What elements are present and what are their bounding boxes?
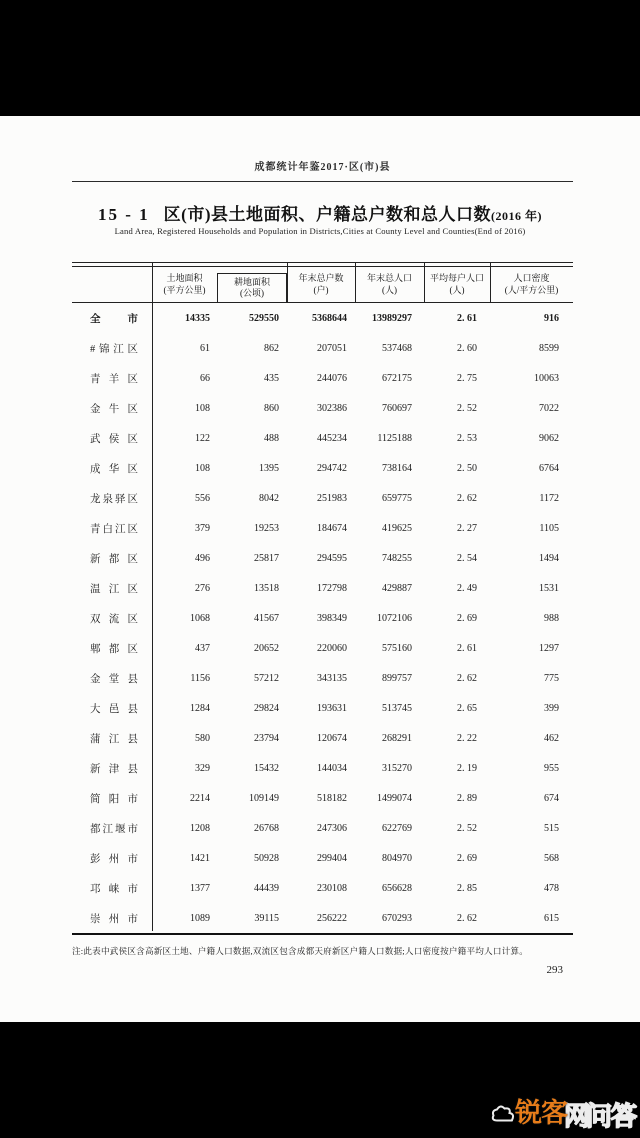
avg-per-household-value: 2. 62 bbox=[457, 672, 477, 684]
header-unit: (户) bbox=[313, 284, 329, 295]
households-value: 256222 bbox=[317, 912, 347, 924]
cultivated-area-value: 57212 bbox=[254, 672, 279, 684]
district-name: 青羊区 bbox=[90, 373, 138, 385]
header-title: 年末总户数 bbox=[298, 273, 344, 283]
cultivated-area-value: 41567 bbox=[254, 612, 279, 624]
district-name: 金牛区 bbox=[90, 403, 138, 415]
header-unit: (平方公里) bbox=[163, 284, 206, 295]
households-value: 230108 bbox=[317, 882, 347, 894]
population-value: 672175 bbox=[382, 372, 412, 384]
row-label-cell bbox=[72, 513, 152, 543]
density-value: 1531 bbox=[539, 582, 559, 594]
district-name: 温江区 bbox=[90, 583, 138, 595]
page-subtitle-english: Land Area, Registered Households and Population in Districts,Cities at County Level and Counties(End of 2016) bbox=[114, 226, 526, 236]
land-area-value: 108 bbox=[195, 462, 210, 474]
households-value: 193631 bbox=[317, 702, 347, 714]
land-area-value: 1156 bbox=[190, 672, 210, 684]
land-area-value: 1089 bbox=[190, 912, 210, 924]
row-label-cell bbox=[72, 843, 152, 873]
district-name: 都江堰市 bbox=[90, 823, 138, 835]
density-value: 955 bbox=[544, 762, 559, 774]
households-value: 220060 bbox=[317, 642, 347, 654]
row-label-cell bbox=[72, 813, 152, 843]
population-value: 419625 bbox=[382, 522, 412, 534]
households-value: 251983 bbox=[317, 492, 347, 504]
land-area-value: 14335 bbox=[185, 312, 210, 324]
header-title: 耕地面积 bbox=[233, 276, 270, 287]
cultivated-area-value: 23794 bbox=[254, 732, 279, 744]
households-value: 144034 bbox=[317, 762, 347, 774]
table-row bbox=[72, 693, 573, 723]
population-value: 513745 bbox=[382, 702, 412, 714]
cultivated-area-value: 860 bbox=[264, 402, 279, 414]
cultivated-area-value: 15432 bbox=[254, 762, 279, 774]
row-label-cell bbox=[72, 393, 152, 423]
density-value: 7022 bbox=[539, 402, 559, 414]
table-row bbox=[72, 543, 573, 573]
cultivated-area-value: 50928 bbox=[254, 852, 279, 864]
avg-per-household-value: 2. 19 bbox=[457, 762, 477, 774]
cultivated-area-value: 19253 bbox=[254, 522, 279, 534]
header-title: 人口密度 bbox=[513, 273, 550, 283]
cultivated-area-value: 862 bbox=[264, 342, 279, 354]
table-row bbox=[72, 303, 573, 333]
land-area-value: 1377 bbox=[190, 882, 210, 894]
table-row bbox=[72, 633, 573, 663]
table-row bbox=[72, 873, 573, 903]
population-value: 575160 bbox=[382, 642, 412, 654]
row-label-cell bbox=[72, 753, 152, 783]
header-divider bbox=[424, 263, 425, 302]
population-value: 748255 bbox=[382, 552, 412, 564]
row-label-cell bbox=[72, 543, 152, 573]
density-value: 1172 bbox=[539, 492, 559, 504]
header-cell-land-area bbox=[152, 263, 217, 302]
density-value: 674 bbox=[544, 792, 559, 804]
header-unit: (人) bbox=[449, 284, 465, 295]
row-label-cell bbox=[72, 363, 152, 393]
cultivated-area-value: 488 bbox=[264, 432, 279, 444]
table-row bbox=[72, 393, 573, 423]
district-name: 新津县 bbox=[90, 763, 138, 775]
row-label-cell bbox=[72, 303, 152, 333]
row-label-cell bbox=[72, 453, 152, 483]
households-value: 294595 bbox=[317, 552, 347, 564]
avg-per-household-value: 2. 52 bbox=[457, 402, 477, 414]
land-area-value: 556 bbox=[195, 492, 210, 504]
table-stub-divider bbox=[152, 262, 153, 931]
population-value: 13989297 bbox=[372, 312, 412, 324]
land-area-value: 108 bbox=[195, 402, 210, 414]
district-name: 邛崃市 bbox=[90, 883, 138, 895]
district-name: 成华区 bbox=[90, 463, 138, 475]
table-title-text: 区(市)县土地面积、户籍总户数和总人口数 bbox=[163, 205, 491, 224]
population-value: 899757 bbox=[382, 672, 412, 684]
cultivated-area-value: 13518 bbox=[254, 582, 279, 594]
households-value: 244076 bbox=[317, 372, 347, 384]
table-bottom-rule bbox=[72, 933, 573, 935]
district-name: 龙泉驿区 bbox=[90, 493, 138, 505]
watermark-overlay-text: 问答 bbox=[585, 1101, 636, 1131]
avg-per-household-value: 2. 49 bbox=[457, 582, 477, 594]
row-label-cell bbox=[72, 723, 152, 753]
watermark bbox=[491, 1088, 636, 1132]
row-label-cell bbox=[72, 903, 152, 933]
table-row bbox=[72, 483, 573, 513]
header-cell-density bbox=[490, 263, 573, 302]
population-value: 804970 bbox=[382, 852, 412, 864]
running-head: 成都统计年鉴2017·区(市)县 bbox=[72, 158, 573, 182]
cultivated-area-value: 25817 bbox=[254, 552, 279, 564]
cultivated-area-value: 1395 bbox=[259, 462, 279, 474]
table-row bbox=[72, 363, 573, 393]
cultivated-area-value: 20652 bbox=[254, 642, 279, 654]
row-label-cell bbox=[72, 423, 152, 453]
households-value: 207051 bbox=[317, 342, 347, 354]
households-value: 294742 bbox=[317, 462, 347, 474]
avg-per-household-value: 2. 75 bbox=[457, 372, 477, 384]
header-title: 平均每户人口 bbox=[429, 273, 484, 283]
population-value: 622769 bbox=[382, 822, 412, 834]
district-name: 郫都区 bbox=[90, 643, 138, 655]
cultivated-area-value: 39115 bbox=[254, 912, 279, 924]
header-unit: (人/平方公里) bbox=[504, 284, 559, 295]
district-name: 大邑县 bbox=[90, 703, 138, 715]
row-label-cell bbox=[72, 693, 152, 723]
table-body bbox=[72, 303, 573, 933]
row-label-cell bbox=[72, 663, 152, 693]
cultivated-area-value: 109149 bbox=[249, 792, 279, 804]
table-row bbox=[72, 723, 573, 753]
households-value: 299404 bbox=[317, 852, 347, 864]
households-value: 247306 bbox=[317, 822, 347, 834]
table-row bbox=[72, 333, 573, 363]
land-area-value: 66 bbox=[200, 372, 210, 384]
density-value: 1494 bbox=[539, 552, 559, 564]
table-row bbox=[72, 843, 573, 873]
avg-per-household-value: 2. 60 bbox=[457, 342, 477, 354]
density-value: 568 bbox=[544, 852, 559, 864]
land-area-value: 1068 bbox=[190, 612, 210, 624]
households-value: 518182 bbox=[317, 792, 347, 804]
statistics-table bbox=[72, 262, 573, 935]
row-label-cell bbox=[72, 873, 152, 903]
district-name: 双流区 bbox=[90, 613, 138, 625]
table-row bbox=[72, 603, 573, 633]
households-value: 184674 bbox=[317, 522, 347, 534]
row-label-cell bbox=[72, 573, 152, 603]
avg-per-household-value: 2. 52 bbox=[457, 822, 477, 834]
header-unit: (公顷) bbox=[240, 288, 264, 298]
header-cell-households bbox=[287, 263, 355, 302]
density-value: 615 bbox=[544, 912, 559, 924]
watermark-cloud-icon bbox=[491, 1103, 517, 1130]
row-label-cell bbox=[72, 483, 152, 513]
table-row bbox=[72, 783, 573, 813]
cultivated-area-value: 29824 bbox=[254, 702, 279, 714]
land-area-value: 496 bbox=[195, 552, 210, 564]
land-area-value: 379 bbox=[195, 522, 210, 534]
header-cell-avg-per-household bbox=[424, 263, 490, 302]
table-row bbox=[72, 753, 573, 783]
avg-per-household-value: 2. 62 bbox=[457, 492, 477, 504]
footnote: 注:此表中武侯区含高新区土地、户籍人口数据,双流区包含成都天府新区户籍人口数据;人口密度按户籍平均人口计算。 bbox=[72, 946, 529, 956]
land-area-value: 61 bbox=[200, 342, 210, 354]
population-value: 760697 bbox=[382, 402, 412, 414]
land-area-value: 437 bbox=[195, 642, 210, 654]
density-value: 775 bbox=[544, 672, 559, 684]
district-name: 彭州市 bbox=[90, 853, 138, 865]
district-name: 青白江区 bbox=[90, 523, 138, 535]
header-divider bbox=[355, 263, 356, 302]
header-cell-stub bbox=[72, 263, 152, 302]
population-value: 1499074 bbox=[377, 792, 412, 804]
population-value: 1125188 bbox=[377, 432, 412, 444]
households-value: 5368644 bbox=[312, 312, 347, 324]
district-name: #锦江区 bbox=[90, 343, 138, 355]
population-value: 429887 bbox=[382, 582, 412, 594]
density-value: 6764 bbox=[539, 462, 559, 474]
households-value: 172798 bbox=[317, 582, 347, 594]
density-value: 515 bbox=[544, 822, 559, 834]
district-name: 金堂县 bbox=[90, 673, 138, 685]
land-area-value: 2214 bbox=[190, 792, 210, 804]
population-value: 315270 bbox=[382, 762, 412, 774]
header-unit: (人) bbox=[382, 284, 397, 295]
header-divider bbox=[287, 263, 288, 302]
table-header bbox=[72, 262, 573, 303]
district-name: 新都区 bbox=[90, 553, 138, 565]
avg-per-household-value: 2. 27 bbox=[457, 522, 477, 534]
table-number: 15 - 1 bbox=[98, 205, 150, 224]
header-cell-cultivated-area bbox=[217, 263, 287, 302]
header-title: 年末总人口 bbox=[366, 273, 412, 283]
watermark-brand-outline: 网 bbox=[563, 1101, 589, 1131]
avg-per-household-value: 2. 54 bbox=[457, 552, 477, 564]
header-cell-population bbox=[355, 263, 424, 302]
land-area-value: 1284 bbox=[190, 702, 210, 714]
population-value: 537468 bbox=[382, 342, 412, 354]
district-name: 蒲江县 bbox=[90, 733, 138, 745]
row-label-cell bbox=[72, 633, 152, 663]
land-area-value: 1421 bbox=[190, 852, 210, 864]
density-value: 1297 bbox=[539, 642, 559, 654]
density-value: 8599 bbox=[539, 342, 559, 354]
land-area-value: 1208 bbox=[190, 822, 210, 834]
avg-per-household-value: 2. 69 bbox=[457, 852, 477, 864]
header-title: 土地面积 bbox=[166, 273, 203, 283]
population-value: 659775 bbox=[382, 492, 412, 504]
row-label-cell bbox=[72, 333, 152, 363]
density-value: 10063 bbox=[534, 372, 559, 384]
avg-per-household-value: 2. 62 bbox=[457, 912, 477, 924]
population-value: 268291 bbox=[382, 732, 412, 744]
cultivated-area-value: 435 bbox=[264, 372, 279, 384]
yearbook-page bbox=[0, 116, 640, 1022]
land-area-value: 122 bbox=[195, 432, 210, 444]
avg-per-household-value: 2. 50 bbox=[457, 462, 477, 474]
table-row bbox=[72, 573, 573, 603]
table-row bbox=[72, 423, 573, 453]
density-value: 478 bbox=[544, 882, 559, 894]
density-value: 1105 bbox=[539, 522, 559, 534]
table-row bbox=[72, 453, 573, 483]
households-value: 398349 bbox=[317, 612, 347, 624]
watermark-brand-orange: 锐客 bbox=[514, 1097, 567, 1128]
page-number: 293 bbox=[546, 964, 563, 976]
district-name: 全市 bbox=[90, 313, 138, 325]
header-divider bbox=[490, 263, 491, 302]
cultivated-area-value: 26768 bbox=[254, 822, 279, 834]
row-label-cell bbox=[72, 783, 152, 813]
avg-per-household-value: 2. 53 bbox=[457, 432, 477, 444]
cultivated-area-value: 8042 bbox=[259, 492, 279, 504]
density-value: 9062 bbox=[539, 432, 559, 444]
avg-per-household-value: 2. 22 bbox=[457, 732, 477, 744]
avg-per-household-value: 2. 61 bbox=[457, 312, 477, 324]
cultivated-area-box bbox=[217, 273, 287, 303]
households-value: 302386 bbox=[317, 402, 347, 414]
cultivated-area-value: 44439 bbox=[254, 882, 279, 894]
population-value: 738164 bbox=[382, 462, 412, 474]
page-title bbox=[0, 200, 640, 225]
cultivated-area-value: 529550 bbox=[249, 312, 279, 324]
table-row bbox=[72, 663, 573, 693]
density-value: 399 bbox=[544, 702, 559, 714]
population-value: 656628 bbox=[382, 882, 412, 894]
avg-per-household-value: 2. 69 bbox=[457, 612, 477, 624]
households-value: 120674 bbox=[317, 732, 347, 744]
population-value: 1072106 bbox=[377, 612, 412, 624]
land-area-value: 329 bbox=[195, 762, 210, 774]
density-value: 988 bbox=[544, 612, 559, 624]
density-value: 462 bbox=[544, 732, 559, 744]
households-value: 445234 bbox=[317, 432, 347, 444]
avg-per-household-value: 2. 65 bbox=[457, 702, 477, 714]
density-value: 916 bbox=[544, 312, 559, 324]
avg-per-household-value: 2. 61 bbox=[457, 642, 477, 654]
table-row bbox=[72, 513, 573, 543]
land-area-value: 276 bbox=[195, 582, 210, 594]
avg-per-household-value: 2. 89 bbox=[457, 792, 477, 804]
land-area-value: 580 bbox=[195, 732, 210, 744]
district-name: 简阳市 bbox=[90, 793, 138, 805]
households-value: 343135 bbox=[317, 672, 347, 684]
table-row bbox=[72, 813, 573, 843]
district-name: 武侯区 bbox=[90, 433, 138, 445]
population-value: 670293 bbox=[382, 912, 412, 924]
table-title-year: (2016 年) bbox=[491, 209, 542, 223]
district-name: 崇州市 bbox=[90, 913, 138, 925]
table-row bbox=[72, 903, 573, 933]
avg-per-household-value: 2. 85 bbox=[457, 882, 477, 894]
row-label-cell bbox=[72, 603, 152, 633]
